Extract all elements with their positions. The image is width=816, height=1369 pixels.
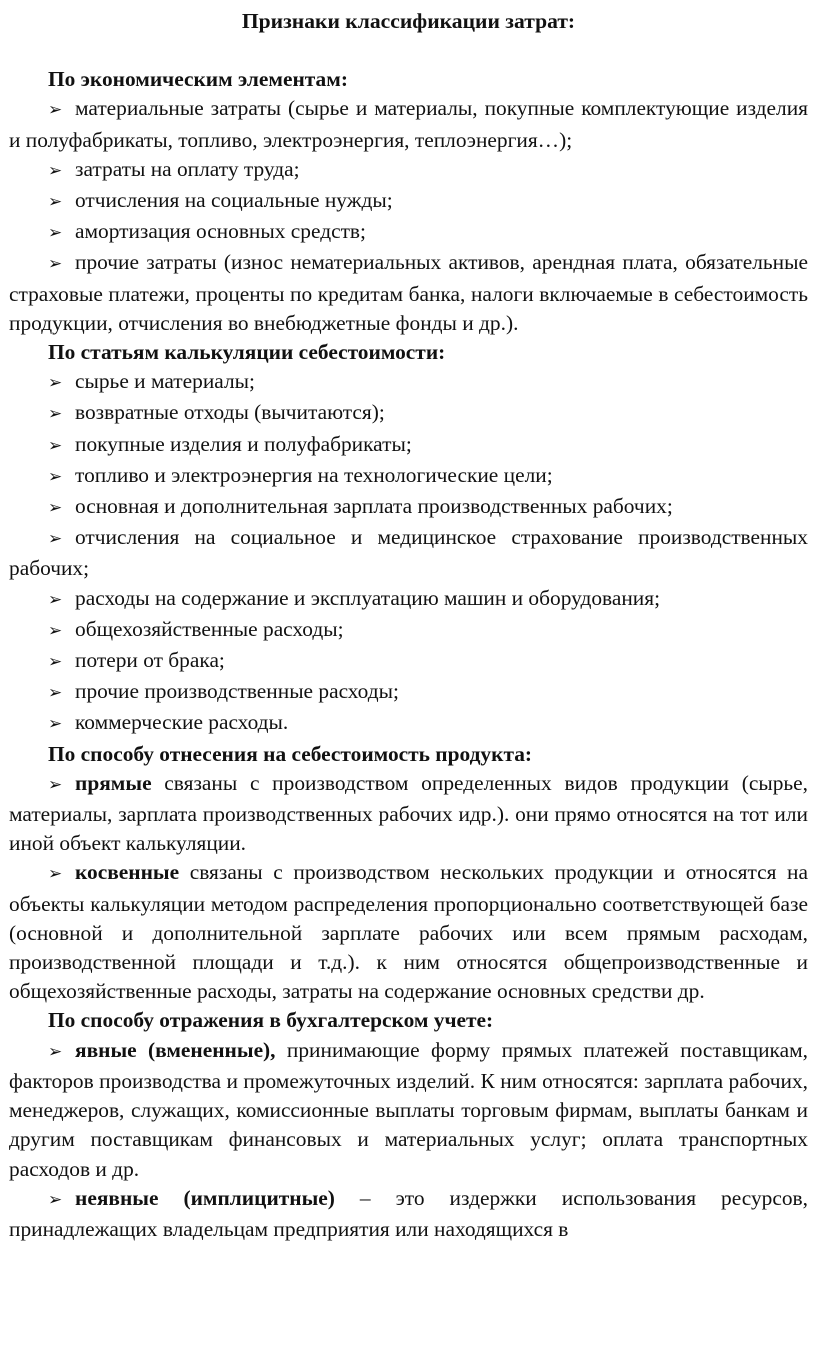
arrow-bullet-icon: ➢ bbox=[48, 714, 63, 735]
section-heading-accounting-reflection: По способу отражения в бухгалтерском учете: bbox=[48, 1008, 494, 1033]
arrow-bullet-icon: ➢ bbox=[48, 774, 63, 795]
list-item bbox=[9, 1184, 808, 1244]
arrow-bullet-icon: ➢ bbox=[48, 1189, 63, 1210]
list-item bbox=[9, 646, 808, 677]
document-title: Признаки классификации затрат: bbox=[241, 9, 576, 33]
list-item bbox=[9, 155, 808, 186]
arrow-bullet-icon: ➢ bbox=[48, 254, 63, 275]
list-item bbox=[9, 367, 808, 398]
arrow-bullet-icon: ➢ bbox=[48, 1041, 63, 1062]
term-label: прямые bbox=[75, 770, 152, 795]
arrow-bullet-icon: ➢ bbox=[48, 498, 63, 519]
arrow-bullet-icon: ➢ bbox=[48, 620, 63, 641]
list-item-text: потери от брака; bbox=[75, 648, 225, 673]
list-item-text: общехозяйственные расходы; bbox=[75, 616, 344, 641]
list-item-text: прочие затраты (износ нематериальных активов, арендная плата, обязательные страховые платежи, проценты по кредитам банка, налоги включаемые в себестоимость продукции, отчисления во внебюджетные фонды и др.). bbox=[9, 250, 808, 335]
list-item bbox=[9, 769, 808, 859]
arrow-bullet-icon: ➢ bbox=[48, 373, 63, 394]
term-label: неявные (имплицитные) bbox=[75, 1185, 335, 1210]
list-item-text: отчисления на социальные нужды; bbox=[75, 188, 393, 212]
list-item bbox=[9, 430, 808, 461]
list-item-text: расходы на содержание и эксплуатацию машин и оборудования; bbox=[75, 585, 661, 610]
section-heading-economic-elements: По экономическим элементам: bbox=[48, 67, 348, 92]
list-item-text: связаны с производством определенных видов продукции (сырье, материалы, зарплата производственных рабочих идр.). они прямо относятся на тот или иной объект калькуляции. bbox=[9, 770, 808, 856]
list-item bbox=[9, 677, 808, 708]
list-item bbox=[9, 708, 808, 739]
arrow-bullet-icon: ➢ bbox=[48, 589, 63, 610]
arrow-bullet-icon: ➢ bbox=[48, 192, 63, 212]
list-item bbox=[9, 584, 808, 615]
list-item bbox=[9, 615, 808, 646]
list-item bbox=[9, 94, 808, 154]
arrow-bullet-icon: ➢ bbox=[48, 223, 63, 244]
arrow-bullet-icon: ➢ bbox=[48, 160, 63, 181]
arrow-bullet-icon: ➢ bbox=[48, 466, 63, 487]
term-label: косвенные bbox=[75, 860, 180, 885]
list-item bbox=[9, 248, 808, 338]
arrow-bullet-icon: ➢ bbox=[48, 435, 63, 456]
list-item-text: топливо и электроэнергия на технологические цели; bbox=[75, 462, 553, 487]
list-item bbox=[9, 492, 808, 523]
list-item-text: отчисления на социальное и медицинское страхование производственных рабочих; bbox=[9, 525, 808, 581]
list-item-text: коммерческие расходы. bbox=[75, 710, 289, 735]
arrow-bullet-icon: ➢ bbox=[48, 529, 63, 550]
list-item bbox=[9, 1036, 808, 1184]
arrow-bullet-icon: ➢ bbox=[48, 404, 63, 425]
list-item-text: основная и дополнительная зарплата производственных рабочих; bbox=[75, 494, 673, 519]
list-item-text: покупные изделия и полуфабрикаты; bbox=[75, 431, 412, 456]
section-heading-costing-items: По статьям калькуляции себестоимости: bbox=[48, 340, 446, 365]
list-item-text: прочие производственные расходы; bbox=[75, 679, 399, 704]
arrow-bullet-icon: ➢ bbox=[48, 683, 63, 704]
term-label: явные (вмененные), bbox=[75, 1037, 276, 1062]
arrow-bullet-icon: ➢ bbox=[48, 864, 63, 885]
list-item bbox=[9, 523, 808, 583]
list-item-text: – это издержки использования ресурсов, принадлежащих владельцам предприятия или находящихся в bbox=[9, 1185, 809, 1241]
list-item bbox=[9, 217, 808, 248]
list-item-text: затраты на оплату труда; bbox=[75, 156, 300, 181]
list-item-text: амортизация основных средств; bbox=[75, 219, 366, 244]
list-item-text: сырье и материалы; bbox=[75, 369, 255, 394]
list-item bbox=[9, 186, 808, 217]
list-item-text: связаны с производством нескольких продукции и относятся на объекты калькуляции методом распределения пропорционально соответствующей базе (основной и дополнительной зарплате рабочих или всем прямым расходам, производственной площади и т.д.). к ним относятся общепроизводственные и общехозяйственные расходы, затраты на содержание основных средстви др. bbox=[9, 860, 808, 1004]
list-item-text: материальные затраты (сырье и материалы, покупные комплектующие изделия и полуфабрикаты, топливо, электроэнергия, теплоэнергия…); bbox=[9, 96, 808, 152]
section-heading-cost-assignment: По способу отнесения на себестоимость продукта: bbox=[48, 741, 533, 766]
blank-line bbox=[9, 36, 808, 65]
arrow-bullet-icon: ➢ bbox=[48, 100, 63, 121]
list-item-text: возвратные отходы (вычитаются); bbox=[75, 400, 385, 425]
list-item bbox=[9, 858, 808, 1006]
list-item bbox=[9, 461, 808, 492]
list-item bbox=[9, 398, 808, 429]
list-item-text: принимающие форму прямых платежей поставщикам, факторов производства и промежуточных изделий. К ним относятся: зарплата рабочих, менеджеров, служащих, комиссионные выплаты торговым фирмам, выплаты банкам и другим поставщикам финансовых и материальных услуг; оплата транспортных расходов и др. bbox=[9, 1037, 808, 1181]
arrow-bullet-icon: ➢ bbox=[48, 652, 63, 673]
